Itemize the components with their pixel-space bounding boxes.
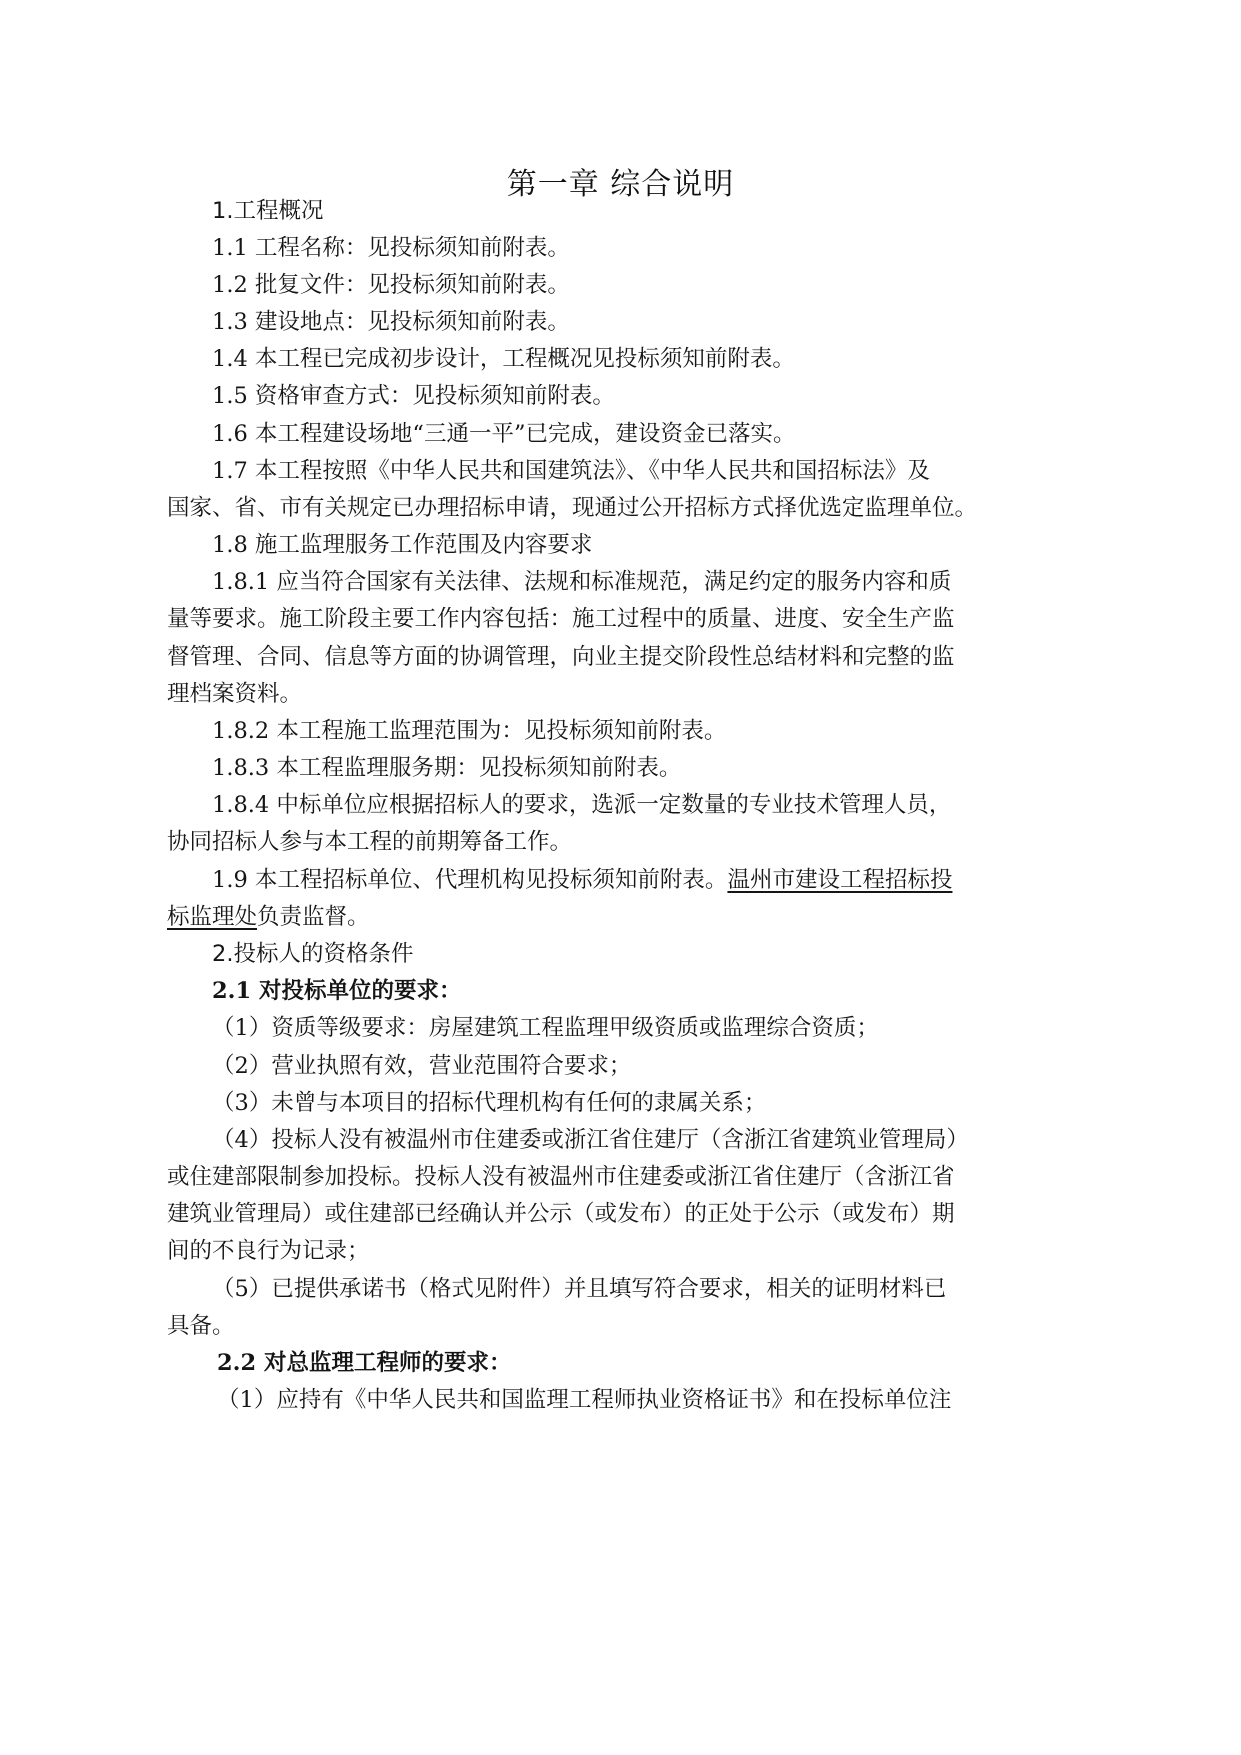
page-title: 第一章 综合说明: [506, 167, 735, 202]
paragraph-1-8-2: 1.8.2 本工程施工监理范围为：见投标须知前附表。: [212, 718, 727, 744]
subsection-heading-2-2: 2.2 对总监理工程师的要求：: [217, 1350, 512, 1376]
requirement-2-1-4-line-4: 间的不良行为记录；: [167, 1238, 370, 1264]
paragraph-1-8-1-line-1: 1.8.1 应当符合国家有关法律、法规和标准规范，满足约定的服务内容和质: [212, 569, 952, 595]
section-heading-1: 1.工程概况: [212, 198, 324, 224]
paragraph-1-9-tail: 负责监督。: [257, 904, 370, 930]
requirement-2-1-3: （3）未曾与本项目的招标代理机构有任何的隶属关系；: [212, 1090, 767, 1116]
paragraph-1-1: 1.1 工程名称：见投标须知前附表。: [212, 235, 570, 261]
requirement-2-1-5-line-1: （5）已提供承诺书（格式见附件）并且填写符合要求，相关的证明材料已: [212, 1276, 947, 1302]
requirement-2-1-4-line-3: 建筑业管理局）或住建部已经确认并公示（或发布）的正处于公示（或发布）期: [167, 1201, 955, 1227]
paragraph-1-8-1-line-3: 督管理、合同、信息等方面的协调管理，向业主提交阶段性总结材料和完整的监: [167, 644, 955, 670]
paragraph-1-5: 1.5 资格审查方式：见投标须知前附表。: [212, 383, 615, 409]
paragraph-1-4: 1.4 本工程已完成初步设计，工程概况见投标须知前附表。: [212, 346, 795, 372]
requirement-2-1-2: （2）营业执照有效，营业范围符合要求；: [212, 1053, 632, 1079]
supervisor-office-text-cont: 标监理处: [167, 904, 258, 930]
paragraph-1-8-1-line-4: 理档案资料。: [167, 681, 303, 707]
paragraph-1-9-line-2: [167, 902, 370, 932]
paragraph-1-8-1-line-2: 量等要求。施工阶段主要工作内容包括：施工过程中的质量、进度、安全生产监: [167, 606, 955, 632]
paragraph-1-7-line-1: 1.7 本工程按照《中华人民共和国建筑法》、《中华人民共和国招标法》及: [212, 458, 930, 484]
paragraph-1-8-4-line-2: 协同招标人参与本工程的前期筹备工作。: [167, 829, 573, 855]
paragraph-1-2: 1.2 批复文件：见投标须知前附表。: [212, 272, 570, 298]
supervisor-office-text: 温州市建设工程招标投: [727, 867, 953, 893]
paragraph-1-9-line-1: [212, 865, 952, 895]
requirement-2-1-4-line-2: 或住建部限制参加投标。投标人没有被温州市住建委或浙江省住建厅（含浙江省: [167, 1164, 955, 1190]
requirement-2-1-1: （1）资质等级要求：房屋建筑工程监理甲级资质或监理综合资质；: [212, 1015, 879, 1041]
paragraph-1-3: 1.3 建设地点：见投标须知前附表。: [212, 309, 570, 335]
paragraph-1-9-text: 1.9 本工程招标单位、代理机构见投标须知前附表。: [212, 867, 728, 893]
paragraph-1-7-line-2: 国家、省、市有关规定已办理招标申请，现通过公开招标方式择优选定监理单位。: [167, 495, 978, 521]
section-heading-2: 2.投标人的资格条件: [212, 941, 414, 967]
paragraph-1-8-4-line-1: 1.8.4 中标单位应根据招标人的要求，选派一定数量的专业技术管理人员，: [212, 792, 952, 818]
requirement-2-1-5-line-2: 具备。: [167, 1313, 235, 1339]
requirement-2-1-4-line-1: （4）投标人没有被温州市住建委或浙江省住建厅（含浙江省建筑业管理局）: [212, 1127, 969, 1153]
paragraph-1-8-3: 1.8.3 本工程监理服务期：见投标须知前附表。: [212, 755, 682, 781]
paragraph-1-6: 1.6 本工程建设场地“三通一平”已完成，建设资金已落实。: [212, 421, 796, 447]
paragraph-1-8: 1.8 施工监理服务工作范围及内容要求: [212, 532, 593, 558]
requirement-2-2-1: （1）应持有《中华人民共和国监理工程师执业资格证书》和在投标单位注: [217, 1387, 952, 1413]
subsection-heading-2-1: 2.1 对投标单位的要求：: [212, 978, 462, 1004]
